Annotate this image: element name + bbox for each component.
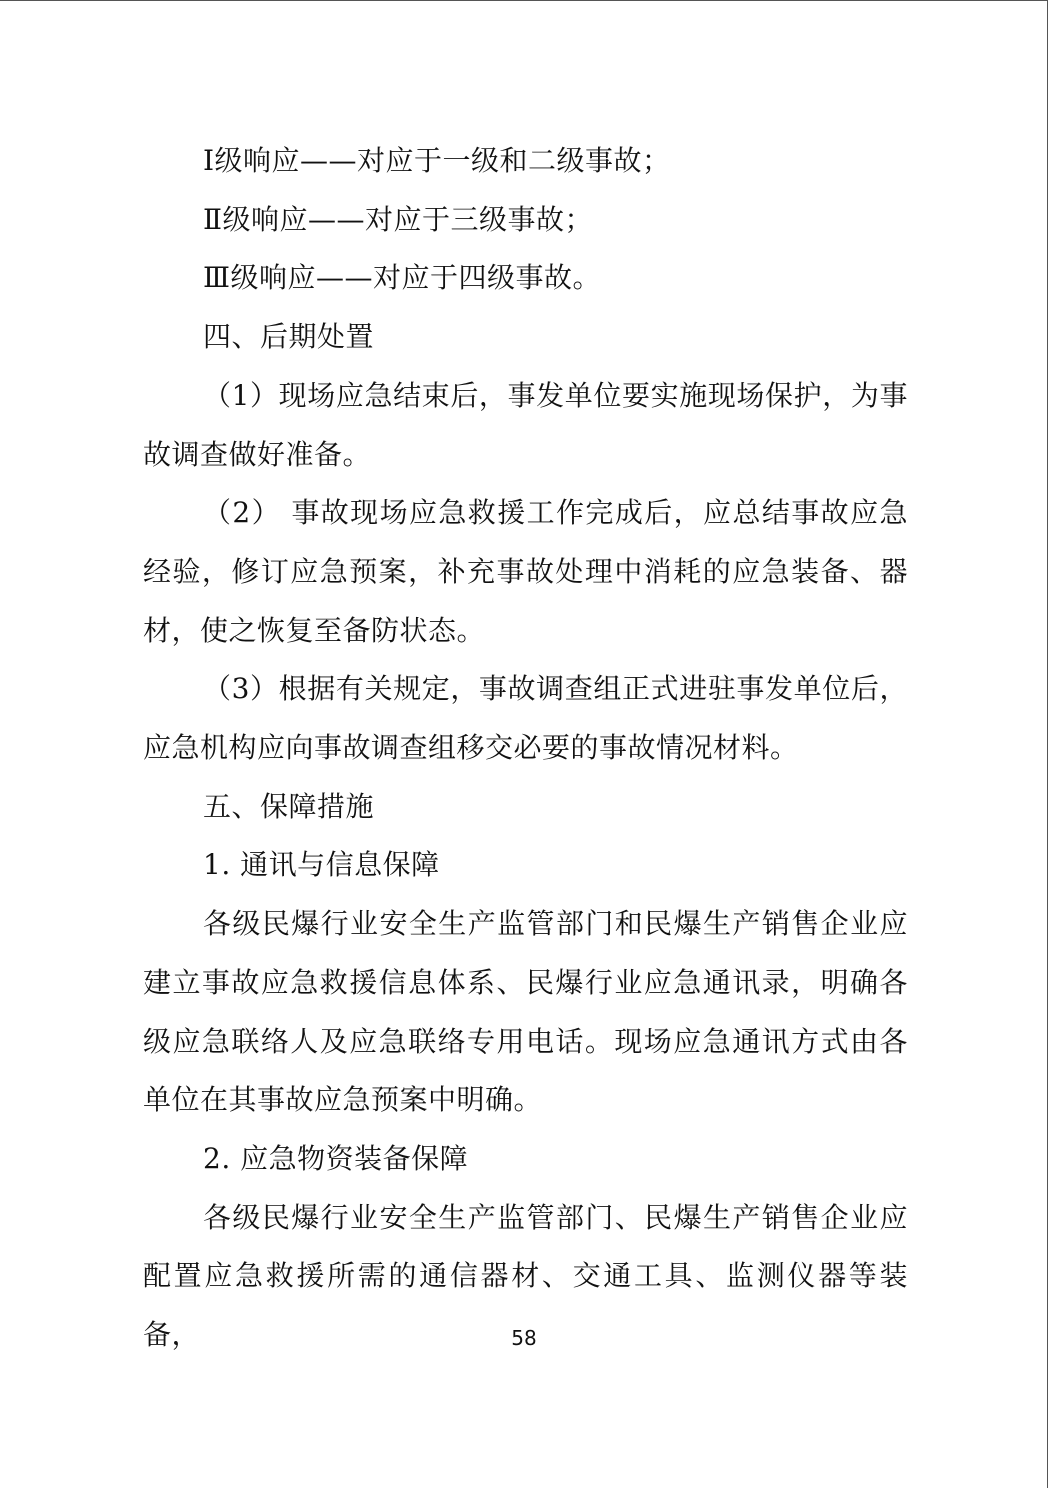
document-body — [143, 132, 908, 1365]
subheading-equipment: 2. 应急物资装备保障 — [203, 1141, 469, 1175]
aftermath-item-2: （2） 事故现场应急救援工作完成后，应总结事故应急经验，修订应急预案，补充事故处理中消耗的应急装备、器材，使之恢复至备防状态。 — [143, 496, 908, 647]
subheading-communication: 1. 通讯与信息保障 — [203, 848, 440, 882]
equipment-paragraph: 各级民爆行业安全生产监管部门、民爆生产销售企业应配置应急救援所需的通信器材、交通工具、监测仪器等装备， — [143, 1200, 908, 1352]
section-heading-aftermath: 四、后期处置 — [203, 320, 375, 354]
aftermath-item-1: （1）现场应急结束后，事发单位要实施现场保护，为事故调查做好准备。 — [143, 378, 908, 471]
response-level-3: Ⅲ级响应——对应于四级事故。 — [203, 261, 602, 295]
aftermath-item-3: （3）根据有关规定，事故调查组正式进驻事发单位后，应急机构应向事故调查组移交必要的事故情况材料。 — [143, 672, 908, 765]
section-heading-safeguards: 五、保障措施 — [203, 789, 375, 823]
page-number: 58 — [511, 1326, 537, 1350]
communication-paragraph: 各级民爆行业安全生产监管部门和民爆生产销售企业应建立事故应急救援信息体系、民爆行业应急通讯录，明确各级应急联络人及应急联络专用电话。现场应急通讯方式由各单位在其事故应急预案中明确。 — [143, 907, 908, 1117]
response-level-2: Ⅱ级响应——对应于三级事故； — [203, 202, 594, 236]
page-border-top — [0, 0, 1048, 1]
response-level-1: Ⅰ级响应——对应于一级和二级事故； — [203, 144, 671, 177]
